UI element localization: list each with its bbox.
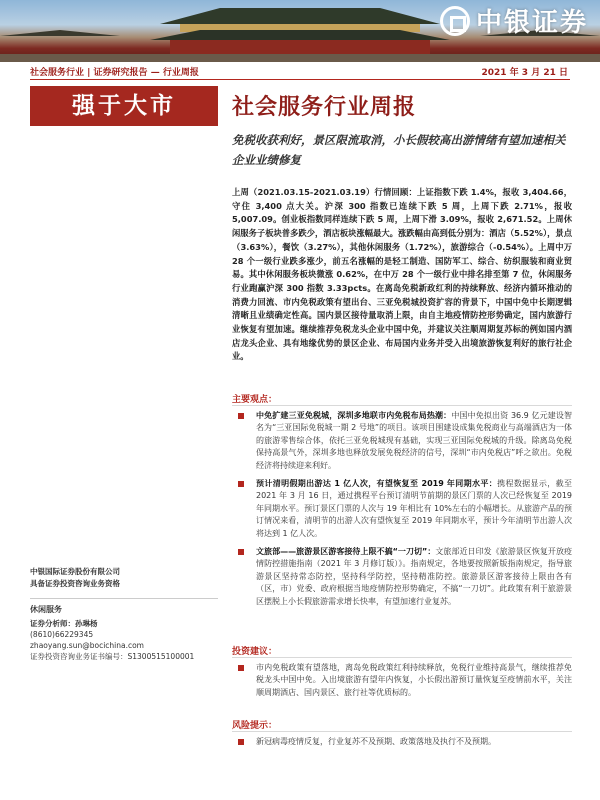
bullet-icon	[238, 413, 244, 419]
header-banner	[0, 0, 600, 62]
sector-label: 休闲服务	[30, 605, 62, 614]
investment-divider	[232, 657, 572, 658]
risk-list	[232, 736, 572, 754]
breadcrumb: 社会服务行业 | 证券研究报告 — 行业周报	[30, 68, 199, 78]
brand-name: 中银证券	[475, 8, 588, 38]
summary-paragraph: 上周（2021.03.15-2021.03.19）行情回顾：上证指数下跌 1.4%，报收 3,404.66，守住 3,400 点大关。沪深 300 指数已连续下跌 5 周，上周下跌 2.71%，报收 5,007.09。创业板指数同样连续下跌 5 周，上周下滑 3.09%，报收 2,671.52。上周休闲服务子板块普多跌少，酒店板块涨幅最大。涨跌幅由高到低分别为：酒店（5.52%），景点（3.63%），餐饮（3.27%），其他休闲服务（1.72%），旅游综合（-0.54%）。上周中万 28 个一级行业跌多涨少，前五名涨幅的是轻工制造、国防军工、综合、纺织服装和商业贸易。其中休闲服务板块微涨 0.62%，在中万 28 个一级行业中排名排至第 7 位，休闲服务行业跑赢沪深 300 指数 3.33pcts。在离岛免税新政红利的持续释放、经济内循环推动的消费力回流、市内免税政策有望出台、三亚免税城投资扩容的背景下，中国中免中长期逻辑清晰且业绩确定性高。国内景区接待量取消上限，由自主地疫情防控形势确定，国内旅游行业恢复有望加速。继续推荐免税龙头企业中国中免，并建议关注顺周期复苏标的例如国内酒店龙头企业、具有地缘优势的景区企业、布局国内业务并受入出境旅游恢复利好的旅行社企业。	[232, 187, 572, 362]
report-date: 2021 年 3 月 21 日	[481, 68, 568, 78]
brand-logo	[440, 2, 588, 39]
analyst-contact	[30, 604, 218, 662]
analyst-cert: 证券投资咨询业务证书编号：S1300515100001	[30, 652, 195, 661]
risk-divider	[232, 731, 572, 732]
bullet-icon	[238, 665, 244, 671]
rating-badge: 强于大市	[30, 86, 218, 126]
list-item: 中免扩建三亚免税城，深圳多地联市内免税布局热潮：中国中免拟出资 36.9 亿元建设智名为“三亚国际免税城一期 2 号地”的项目。该项目围建设成集免税商业与高端酒店为一体的旅游零售综合体，依托三亚免税城现有基础，实现三亚国际免税城的升级。除离岛免税保持高景气外，深圳多地也释放发展免税经济的信号，深圳“市内免税店”呼之欲出。免税经济将持续迎来利好。	[232, 410, 572, 472]
report-title: 社会服务行业周报	[232, 94, 417, 120]
org-name: 中银国际证券股份有限公司	[30, 567, 120, 576]
left-divider	[30, 598, 218, 599]
boc-logo-icon	[440, 6, 470, 36]
bullet-icon	[238, 739, 244, 745]
bullet-icon	[238, 549, 244, 555]
report-header-strip	[30, 64, 570, 80]
key-points-divider	[232, 405, 572, 406]
org-qualification: 具备证券投资咨询业务资格	[30, 579, 120, 588]
analyst-name: 证券分析师：孙琳杨	[30, 619, 98, 628]
report-subtitle: 免税收获利好，景区限流取消，小长假较高出游情绪有望加速相关企业业绩修复	[232, 133, 566, 167]
list-item: 文旅部——旅游景区游客接待上限不搞“一刀切”：文旅部近日印发《旅游景区恢复开放疫情防控措施指南（2021 年 3 月修订版）》。指南规定，各地要按照新版指南规定，指导旅游景区坚持常态防控，坚持科学防控，坚持精准防控。旅游景区游客接待上限由各有（区，市）党委、政府根据当地疫情防控形势确定，不搞“一刀切”。此政策有利于旅游景区摆脱上小长假旅游需求增长快率，有望加速行业复苏。	[232, 546, 572, 608]
investment-heading: 投资建议：	[232, 647, 278, 657]
bullet-icon	[238, 481, 244, 487]
analyst-phone: (8610)66229345	[30, 630, 94, 639]
list-item: 预计清明假期出游达 1 亿人次，有望恢复至 2019 年同期水平：携程数据显示，截至 2021 年 3 月 16 日，通过携程平台预订清明节前期的景区门票的人次已经恢复至 2019 年同期水平。预订景区门票的人次与 19 年相比有 10%左右的小幅增长。从旅游产品的预订情况来看，清明节的出游人次有望恢复至 2019 年同期水平，预计今年清明节出游人次将达到 1 亿人次。	[232, 478, 572, 540]
analyst-email: zhaoyang.sun@bocichina.com	[30, 641, 144, 650]
investment-list	[232, 662, 572, 705]
key-points-list	[232, 410, 572, 614]
list-item: 市内免税政策有望落地，离岛免税政策红利持续释放，免税行业维持高景气，继续推荐免税龙头中国中免。入出境旅游有望年内恢复，小长假出游预订量恢复至疫情前水平，关注顺周期酒店、国内景区、旅行社等优质标的。	[232, 662, 572, 699]
key-points-heading: 主要观点：	[232, 395, 278, 405]
risk-heading: 风险提示：	[232, 721, 278, 731]
list-item: 新冠病毒疫情反复，行业复苏不及预期、政策落地及执行不及预期。	[232, 736, 572, 748]
org-info	[30, 566, 218, 590]
